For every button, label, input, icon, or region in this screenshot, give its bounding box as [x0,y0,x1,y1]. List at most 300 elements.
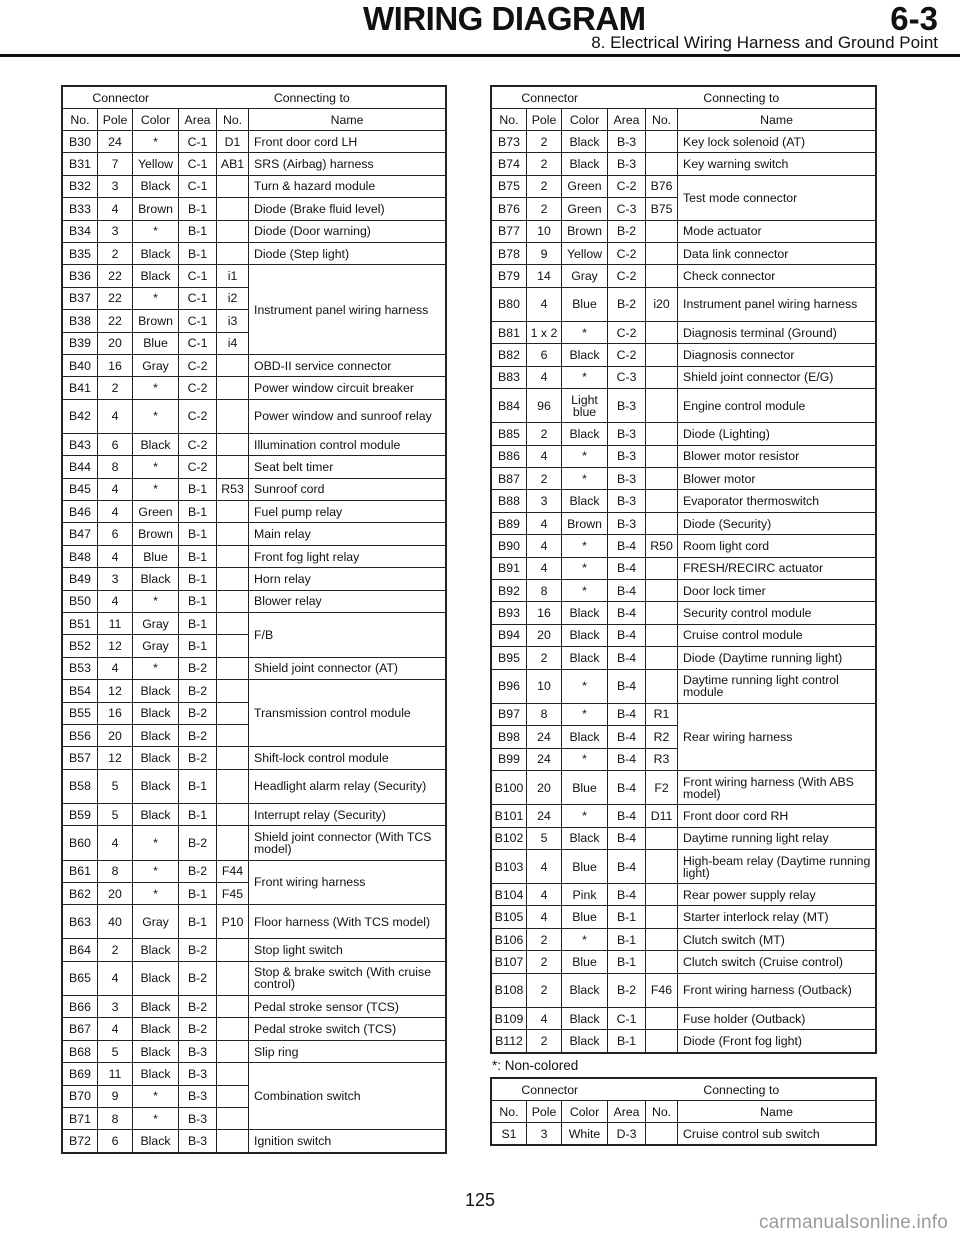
col-no: No. [492,109,527,131]
connecting-name: Front wiring harness (With ABS model) [678,770,876,804]
pole: 2 [527,928,562,950]
connecting-no: i20 [646,287,678,321]
pole: 4 [98,657,133,679]
area: B-1 [608,1030,646,1052]
col-pole: Pole [527,1101,562,1123]
table-row [492,153,876,175]
area: C-1 [179,131,217,153]
pole: 4 [527,884,562,906]
color: * [562,535,608,557]
area: B-1 [179,882,217,904]
table-row [63,769,446,803]
connector-no: B105 [492,906,527,928]
connecting-no [217,657,249,679]
color: Black [133,568,179,590]
col-no-to: No. [217,109,249,131]
connecting-no [646,884,678,906]
pole: 4 [98,826,133,860]
color: Black [562,726,608,748]
connector-no: B67 [63,1018,98,1040]
pole: 16 [98,702,133,724]
pole: 20 [98,724,133,746]
connecting-no [646,389,678,423]
connecting-no: B76 [646,175,678,197]
pole: 4 [98,545,133,567]
table-row [63,747,446,769]
connecting-no [646,131,678,153]
connecting-name: Main relay [249,523,446,545]
connector-no: B35 [63,242,98,264]
area: B-1 [179,568,217,590]
area: D-3 [608,1123,646,1145]
table-row [63,198,446,220]
connecting-name: Blower motor [678,468,876,490]
table-row [492,703,876,725]
connector-no: B89 [492,512,527,534]
color: Brown [562,220,608,242]
table-row [492,423,876,445]
pole: 9 [98,1085,133,1107]
area: B-2 [179,724,217,746]
table-row [492,535,876,557]
pole: 22 [98,265,133,287]
connecting-name: Shift-lock control module [249,747,446,769]
connecting-no [217,433,249,455]
col-color: Color [562,109,608,131]
color: * [562,580,608,602]
table-row [63,1063,446,1085]
header-connecting-to: Connecting to [608,1079,876,1101]
area: C-2 [179,456,217,478]
connector-no: B106 [492,928,527,950]
connecting-name: SRS (Airbag) harness [249,153,446,175]
area: B-4 [608,849,646,883]
area: B-4 [608,669,646,703]
table-row [63,399,446,433]
table-row [63,175,446,197]
pole: 4 [527,445,562,467]
table-row [63,939,446,961]
color: * [562,321,608,343]
connecting-name: Check connector [678,265,876,287]
table-row [492,344,876,366]
pole: 24 [527,748,562,770]
color: Black [562,827,608,849]
area: B-1 [179,501,217,523]
connector-no: B102 [492,827,527,849]
color: Light blue [562,389,608,423]
connector-no: B31 [63,153,98,175]
area: C-1 [179,287,217,309]
area: B-2 [608,220,646,242]
connector-no: B82 [492,344,527,366]
pole: 20 [527,624,562,646]
connector-no: B112 [492,1030,527,1052]
color: Black [562,973,608,1007]
pole: 8 [527,580,562,602]
color: * [133,456,179,478]
color: Gray [133,354,179,376]
pole: 4 [527,1007,562,1029]
connecting-name: Mode actuator [678,220,876,242]
color: Pink [562,884,608,906]
table-row [63,905,446,939]
pole: 8 [527,703,562,725]
col-color: Color [562,1101,608,1123]
pole: 20 [98,332,133,354]
connecting-name: Clutch switch (Cruise control) [678,951,876,973]
table-row [63,590,446,612]
color: * [562,445,608,467]
pole: 4 [98,590,133,612]
color: Black [133,680,179,702]
area: B-1 [608,928,646,950]
area: B-2 [179,747,217,769]
color: Black [562,490,608,512]
connecting-no [646,580,678,602]
non-colored-note: *: Non-colored [492,1058,579,1073]
pole: 4 [527,535,562,557]
connecting-name: Ignition switch [249,1130,446,1152]
connecting-name: Rear wiring harness [678,703,876,770]
color: * [133,478,179,500]
area: C-2 [608,265,646,287]
connecting-no [646,602,678,624]
pole: 16 [527,602,562,624]
table-row [492,647,876,669]
pole: 12 [98,635,133,657]
connecting-no [217,939,249,961]
pole: 22 [98,310,133,332]
connector-no: B84 [492,389,527,423]
table-row [63,1130,446,1152]
connecting-name: Diode (Lighting) [678,423,876,445]
connector-no: B79 [492,265,527,287]
table-row [63,501,446,523]
connecting-no: F44 [217,860,249,882]
area: B-2 [179,680,217,702]
table-row [492,512,876,534]
pole: 14 [527,265,562,287]
color: * [562,748,608,770]
table-row [492,366,876,388]
color: Black [562,624,608,646]
area: B-1 [179,545,217,567]
connector-no: B37 [63,287,98,309]
connecting-name: Instrument panel wiring harness [249,265,446,355]
connecting-no [217,747,249,769]
pole: 12 [98,680,133,702]
connecting-name: Starter interlock relay (MT) [678,906,876,928]
area: C-1 [179,175,217,197]
connecting-no [646,849,678,883]
color: * [562,669,608,703]
connecting-name: Front wiring harness (Outback) [678,973,876,1007]
connecting-name: Slip ring [249,1040,446,1062]
area: B-4 [608,557,646,579]
connector-no: B64 [63,939,98,961]
connector-no: B62 [63,882,98,904]
area: C-1 [179,332,217,354]
connecting-name: Combination switch [249,1063,446,1130]
connecting-no: R53 [217,478,249,500]
connecting-name: Daytime running light relay [678,827,876,849]
table-row [492,468,876,490]
area: B-1 [179,769,217,803]
area: B-3 [179,1130,217,1152]
table-row [492,389,876,423]
section-number: 6-3 [890,0,938,37]
connecting-no [646,344,678,366]
table-row [63,860,446,882]
connecting-name: Seat belt timer [249,456,446,478]
connector-no: S1 [492,1123,527,1145]
pole: 6 [98,1130,133,1152]
connector-no: B76 [492,198,527,220]
pole: 3 [98,175,133,197]
area: B-1 [179,198,217,220]
area: B-4 [608,805,646,827]
pole: 4 [527,557,562,579]
connecting-no [646,265,678,287]
color: * [562,468,608,490]
connector-table-s [491,1078,876,1145]
area: B-2 [179,860,217,882]
connecting-no: F45 [217,882,249,904]
pole: 3 [527,1123,562,1145]
table-row [63,433,446,455]
connecting-no [217,456,249,478]
connecting-no: i3 [217,310,249,332]
connecting-no: D1 [217,131,249,153]
connecting-name: Turn & hazard module [249,175,446,197]
connecting-name: Shield joint connector (With TCS model) [249,826,446,860]
color: * [562,928,608,950]
connector-no: B57 [63,747,98,769]
table-row [63,377,446,399]
pole: 3 [98,220,133,242]
connecting-no [646,1030,678,1052]
connecting-name: Shield joint connector (E/G) [678,366,876,388]
pole: 2 [527,973,562,1007]
col-area: Area [179,109,217,131]
area: B-4 [608,748,646,770]
table-row [63,354,446,376]
area: B-3 [608,445,646,467]
pole: 4 [98,961,133,995]
pole: 2 [527,198,562,220]
area: B-3 [608,468,646,490]
connecting-no [646,321,678,343]
pole: 20 [527,770,562,804]
table-row [63,131,446,153]
connecting-no [217,635,249,657]
color: Brown [562,512,608,534]
pole: 10 [527,220,562,242]
connecting-name: Key warning switch [678,153,876,175]
pole: 10 [527,669,562,703]
pole: 2 [98,242,133,264]
pole: 8 [98,860,133,882]
connecting-name: Engine control module [678,389,876,423]
area: B-3 [608,131,646,153]
connector-no: B77 [492,220,527,242]
area: B-2 [179,939,217,961]
color: Yellow [562,242,608,264]
connecting-no [646,220,678,242]
connector-no: B94 [492,624,527,646]
connecting-name: Diagnosis connector [678,344,876,366]
pole: 4 [527,366,562,388]
header-connecting-to: Connecting to [608,87,876,109]
connecting-no [217,198,249,220]
table-row [63,961,446,995]
color: Black [133,433,179,455]
area: B-3 [608,512,646,534]
area: C-3 [608,366,646,388]
area: B-2 [179,996,217,1018]
connecting-no: i2 [217,287,249,309]
color: Black [562,153,608,175]
pole: 2 [527,153,562,175]
color: Blue [562,951,608,973]
col-area: Area [608,109,646,131]
connector-no: B92 [492,580,527,602]
pole: 11 [98,613,133,635]
color: * [133,826,179,860]
connecting-no: R1 [646,703,678,725]
color: Brown [133,523,179,545]
table-row [63,545,446,567]
connecting-no [217,568,249,590]
connector-no: B87 [492,468,527,490]
area: C-2 [608,321,646,343]
pole: 1 x 2 [527,321,562,343]
connecting-no [646,557,678,579]
connector-no: B47 [63,523,98,545]
pole: 2 [527,423,562,445]
connecting-name: Shield joint connector (AT) [249,657,446,679]
area: B-1 [179,803,217,825]
connector-no: B75 [492,175,527,197]
connecting-no [646,242,678,264]
connecting-no [217,1063,249,1085]
pole: 4 [98,501,133,523]
table-row [63,456,446,478]
connecting-name: Horn relay [249,568,446,590]
pole: 9 [527,242,562,264]
table-row [63,242,446,264]
header-connector: Connector [492,87,608,109]
connector-no: B99 [492,748,527,770]
connecting-no [217,1018,249,1040]
table-row [492,1123,876,1145]
area: B-4 [608,647,646,669]
area: B-4 [608,535,646,557]
connecting-no [646,669,678,703]
area: B-4 [608,827,646,849]
col-no-to: No. [646,109,678,131]
color: Black [133,961,179,995]
connector-no: B83 [492,366,527,388]
table-row [492,287,876,321]
connecting-no: R50 [646,535,678,557]
color: Black [133,1063,179,1085]
table-row [492,580,876,602]
connecting-name: Diode (Step light) [249,242,446,264]
color: Black [133,175,179,197]
color: Yellow [133,153,179,175]
connector-no: B86 [492,445,527,467]
pole: 2 [527,131,562,153]
pole: 8 [98,1108,133,1130]
color: Black [562,1030,608,1052]
connector-no: B48 [63,545,98,567]
pole: 12 [98,747,133,769]
connecting-name: Key lock solenoid (AT) [678,131,876,153]
connecting-no [217,613,249,635]
pole: 20 [98,882,133,904]
table-row [492,220,876,242]
table-row [492,849,876,883]
connecting-no [217,501,249,523]
connector-no: B71 [63,1108,98,1130]
area: B-3 [179,1063,217,1085]
color: Blue [562,849,608,883]
connector-no: B59 [63,803,98,825]
connector-no: B43 [63,433,98,455]
area: B-3 [608,389,646,423]
connecting-no [646,951,678,973]
connecting-no: F46 [646,973,678,1007]
connecting-name: Fuel pump relay [249,501,446,523]
color: Black [133,747,179,769]
color: Black [562,602,608,624]
connecting-no: R3 [646,748,678,770]
area: B-1 [179,478,217,500]
area: B-2 [179,702,217,724]
connecting-name: Front wiring harness [249,860,446,905]
connecting-name: Room light cord [678,535,876,557]
color: Gray [133,635,179,657]
connector-no: B108 [492,973,527,1007]
color: Blue [133,545,179,567]
area: B-1 [179,220,217,242]
connecting-no: D11 [646,805,678,827]
connector-no: B72 [63,1130,98,1152]
connecting-name: Interrupt relay (Security) [249,803,446,825]
color: Black [133,265,179,287]
color: Black [133,242,179,264]
connecting-name: Front door cord RH [678,805,876,827]
color: Brown [133,198,179,220]
pole: 4 [98,478,133,500]
table-row [492,770,876,804]
connecting-name: Diode (Brake fluid level) [249,198,446,220]
color: * [562,366,608,388]
area: B-1 [179,242,217,264]
pole: 8 [98,456,133,478]
pole: 4 [527,849,562,883]
connecting-no [646,366,678,388]
area: B-2 [179,1018,217,1040]
connector-no: B88 [492,490,527,512]
connector-no: B81 [492,321,527,343]
pole: 5 [98,769,133,803]
pole: 2 [527,647,562,669]
connector-no: B101 [492,805,527,827]
watermark: carmanualsonline.info [758,1212,948,1233]
